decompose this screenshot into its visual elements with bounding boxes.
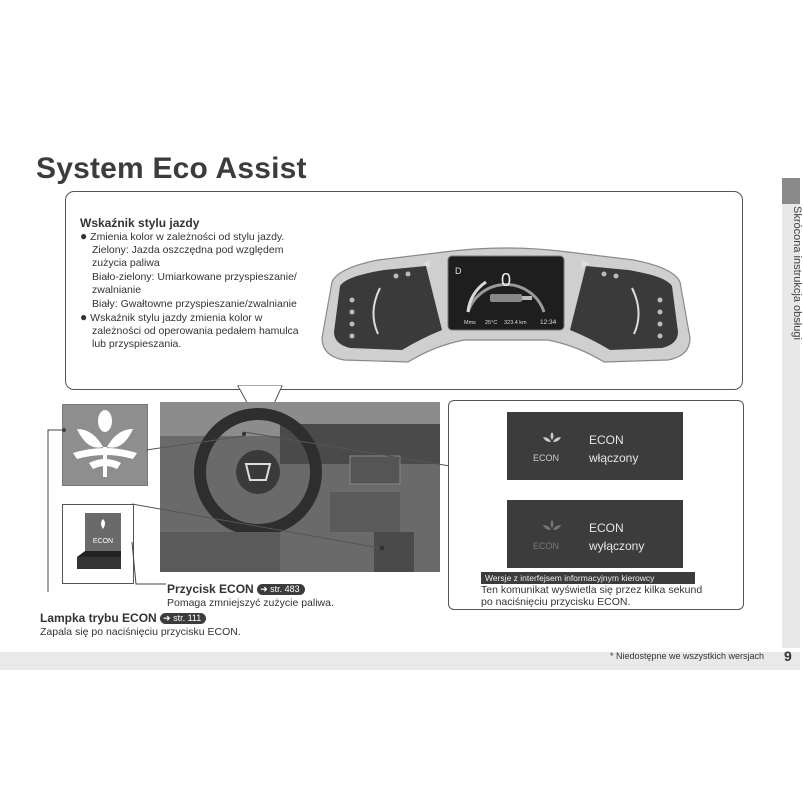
econ-button-pointer — [130, 540, 170, 588]
readout-temp: 25°C — [485, 320, 498, 326]
econ-on-leaf-icon — [541, 432, 563, 450]
bullet-dot: ● — [80, 310, 88, 324]
side-tab-marker — [782, 178, 800, 204]
bullet-1-line-6: Biały: Gwałtowne przyspieszanie/zwalnianie — [92, 297, 297, 310]
econ-button-description: Pomaga zmniejszyć zużycie paliwa. — [167, 597, 334, 609]
econ-button-ref-text: str. 483 — [270, 584, 300, 594]
bullet-1-line-4: Biało-zielony: Umiarkowane przyspieszanie/ — [92, 270, 297, 283]
driver-info-band: Wersje z interfejsem informacyjnym kierowcy — [481, 572, 695, 584]
footnote: * Niedostępne we wszystkich wersjach — [610, 651, 765, 661]
driving-style-heading: Wskaźnik stylu jazdy — [80, 216, 200, 230]
econ-button-label: Przycisk ECON — [167, 582, 254, 596]
page-title: System Eco Assist — [36, 152, 307, 185]
econ-on-state: włączony — [589, 451, 639, 465]
bullet-2-line-1: Wskaźnik stylu jazdy zmienia kolor w — [90, 312, 263, 324]
econ-off-message — [507, 500, 683, 568]
econ-on-icon-label: ECON — [533, 453, 560, 463]
side-tab-label: Skrócona instrukcja obsługi — [791, 206, 803, 340]
econ-off-title: ECON — [589, 521, 624, 535]
readout-clock: 12:34 — [540, 319, 557, 326]
bullet-2-line-3: lub przyspieszania. — [92, 338, 182, 350]
readout-odometer: 323.4 km — [504, 320, 527, 326]
econ-off-icon-label: ECON — [533, 541, 560, 551]
bullet-dot: ● — [80, 229, 88, 243]
bullet-1-line-3: zużycia paliwa — [92, 257, 160, 269]
econ-off-state: wyłączony — [589, 539, 645, 553]
speed-readout: 0 — [500, 270, 512, 290]
econ-lamp-label-row — [40, 611, 206, 625]
message-note — [481, 584, 751, 608]
bullet-1-line-5: zwalnianie — [92, 284, 142, 296]
econ-button-page-ref[interactable]: ➜ str. 483 — [257, 584, 305, 595]
bullet-1-line-2: Zielony: Jazda oszczędna pod względem — [92, 243, 284, 256]
message-note-line-1: Ten komunikat wyświetla się przez kilka sekund — [481, 584, 703, 596]
econ-on-message — [507, 412, 683, 480]
gear-indicator: D — [455, 266, 462, 276]
readout-mode: Mms — [464, 320, 476, 326]
econ-lamp-description: Zapala się po naciśnięciu przycisku ECON. — [40, 626, 241, 638]
bullet-1 — [80, 230, 284, 245]
bullet-2-line-2: zależności od operowania pedałem hamulca — [92, 324, 299, 337]
bullet-1-line-1: Zmienia kolor w zależności od stylu jazdy. — [90, 231, 285, 243]
econ-on-title: ECON — [589, 433, 624, 447]
econ-off-leaf-icon — [541, 520, 563, 538]
instrument-cluster — [318, 242, 694, 364]
connector-lines — [120, 430, 460, 560]
bullet-2 — [80, 311, 262, 326]
econ-button-text: ECON — [92, 538, 114, 545]
econ-lamp-label: Lampka trybu ECON — [40, 611, 157, 625]
page-number: 9 — [784, 648, 792, 664]
message-note-line-2: po naciśnięciu przycisku ECON. — [481, 596, 631, 608]
econ-button-illustration — [62, 504, 134, 584]
econ-lamp-ref-text: str. 111 — [173, 613, 202, 623]
econ-button-label-row — [167, 582, 305, 596]
econ-lamp-page-ref[interactable]: ➜ str. 111 — [160, 613, 206, 624]
